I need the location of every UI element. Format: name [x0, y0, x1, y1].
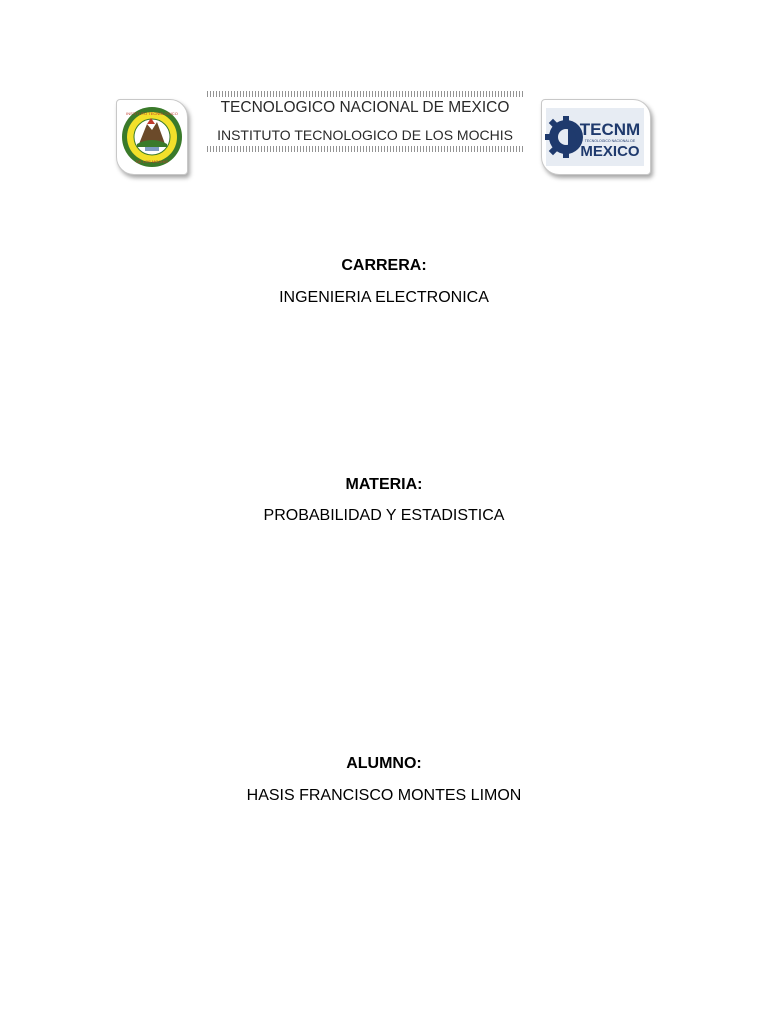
tecnm-logo-icon	[542, 100, 650, 174]
materia-value: PROBABILIDAD Y ESTADISTICA	[263, 507, 505, 524]
tecnm-logo-card	[541, 99, 651, 175]
alumno-value: HASIS FRANCISCO MONTES LIMON	[246, 787, 522, 804]
itlm-logo-card	[116, 99, 188, 175]
alumno-label: ALUMNO:	[346, 755, 422, 772]
seal-ring-bottom-text: DE LOS MOCHIS	[136, 159, 168, 164]
decorative-dotted-line-bottom	[207, 146, 523, 152]
seal-ring-top-text: INSTITUTO TECNOLOGICO	[126, 111, 178, 116]
itlm-seal-icon	[117, 100, 187, 174]
institution-local-name: INSTITUTO TECNOLOGICO DE LOS MOCHIS	[217, 127, 513, 143]
decorative-dotted-line-top	[207, 91, 523, 97]
tecnm-line1-text: TECNM	[579, 120, 641, 139]
carrera-label: CARRERA:	[341, 257, 427, 274]
tecnm-line2-text: TECNOLOGICO NACIONAL DE	[584, 139, 636, 143]
institution-national-name: TECNOLOGICO NACIONAL DE MEXICO	[220, 99, 510, 116]
carrera-value: INGENIERIA ELECTRONICA	[279, 289, 489, 306]
materia-label: MATERIA:	[345, 476, 423, 493]
tecnm-line3-text: MEXICO	[580, 143, 640, 160]
